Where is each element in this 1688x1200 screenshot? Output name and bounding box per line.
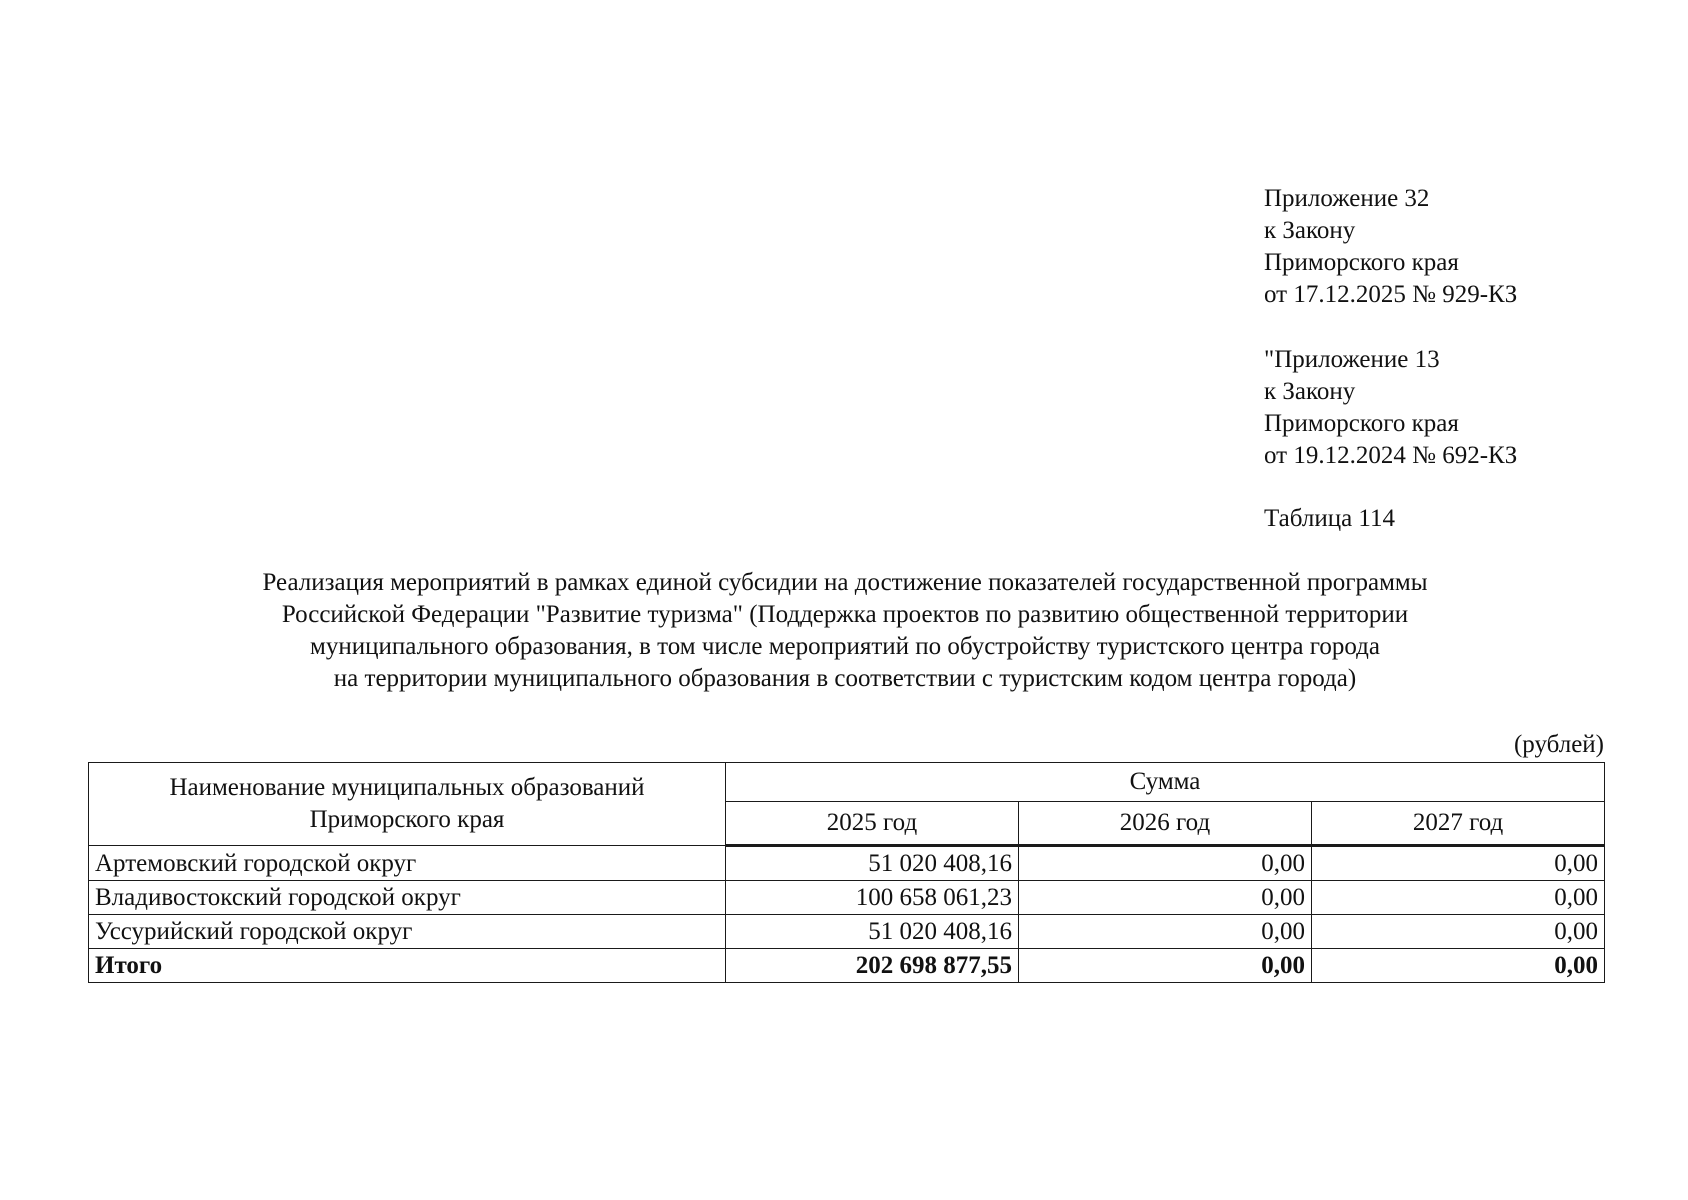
units-label: (рублей) [1513, 731, 1604, 758]
total-row [89, 949, 1605, 983]
amount-2026: 0,00 [1019, 915, 1312, 949]
table-row [89, 881, 1605, 915]
amount-2025: 51 020 408,16 [726, 915, 1019, 949]
amount-2026: 0,00 [1019, 846, 1312, 881]
appendix-line: Приложение 32 [1264, 185, 1430, 212]
amount-2026: 0,00 [1019, 881, 1312, 915]
title-line: Российской Федерации "Развитие туризма" (Поддержка проектов по развитию общественной территории [281, 601, 1409, 628]
header-sum: Сумма [726, 763, 1605, 802]
header-year-2026: 2026 год [1019, 802, 1312, 846]
appendix-prev-line: к Закону [1264, 378, 1356, 405]
title-line: Реализация мероприятий в рамках единой субсидии на достижение показателей государственной программы [262, 569, 1428, 596]
amount-2027: 0,00 [1312, 881, 1605, 915]
header-municipality-line: Наименование муниципальных образований [169, 774, 645, 801]
appendix-line: к Закону [1264, 217, 1356, 244]
subsidy-table [88, 762, 1605, 983]
appendix-reference [1264, 183, 1517, 311]
document-title [150, 567, 1540, 695]
appendix-prev-line: Приморского края [1264, 410, 1459, 437]
municipality-name: Уссурийский городской округ [89, 915, 726, 949]
total-label: Итого [89, 949, 726, 983]
header-year-2025: 2025 год [726, 802, 1019, 846]
title-line: на территории муниципального образования в соответствии с туристским кодом центра города) [333, 665, 1357, 692]
title-line: муниципального образования, в том числе мероприятий по обустройству туристского центра города [310, 633, 1380, 660]
table-row [89, 915, 1605, 949]
total-2025: 202 698 877,55 [726, 949, 1019, 983]
table-row [89, 846, 1605, 881]
header-municipality [89, 763, 726, 846]
total-2026: 0,00 [1019, 949, 1312, 983]
amount-2027: 0,00 [1312, 846, 1605, 881]
amount-2025: 100 658 061,23 [726, 881, 1019, 915]
municipality-name: Артемовский городской округ [89, 846, 726, 881]
header-year-2027: 2027 год [1312, 802, 1605, 846]
table-number: Таблица 114 [1264, 505, 1395, 532]
appendix-line: Приморского края [1264, 249, 1459, 276]
municipality-name: Владивостокский городской округ [89, 881, 726, 915]
header-municipality-line: Приморского края [309, 806, 505, 833]
amount-2027: 0,00 [1312, 915, 1605, 949]
amount-2025: 51 020 408,16 [726, 846, 1019, 881]
appendix-prev-line: от 19.12.2024 № 692-КЗ [1264, 442, 1518, 469]
appendix-prev-line: "Приложение 13 [1264, 346, 1440, 373]
appendix-prev-reference [1264, 344, 1517, 472]
appendix-line: от 17.12.2025 № 929-КЗ [1264, 281, 1518, 308]
total-2027: 0,00 [1312, 949, 1605, 983]
